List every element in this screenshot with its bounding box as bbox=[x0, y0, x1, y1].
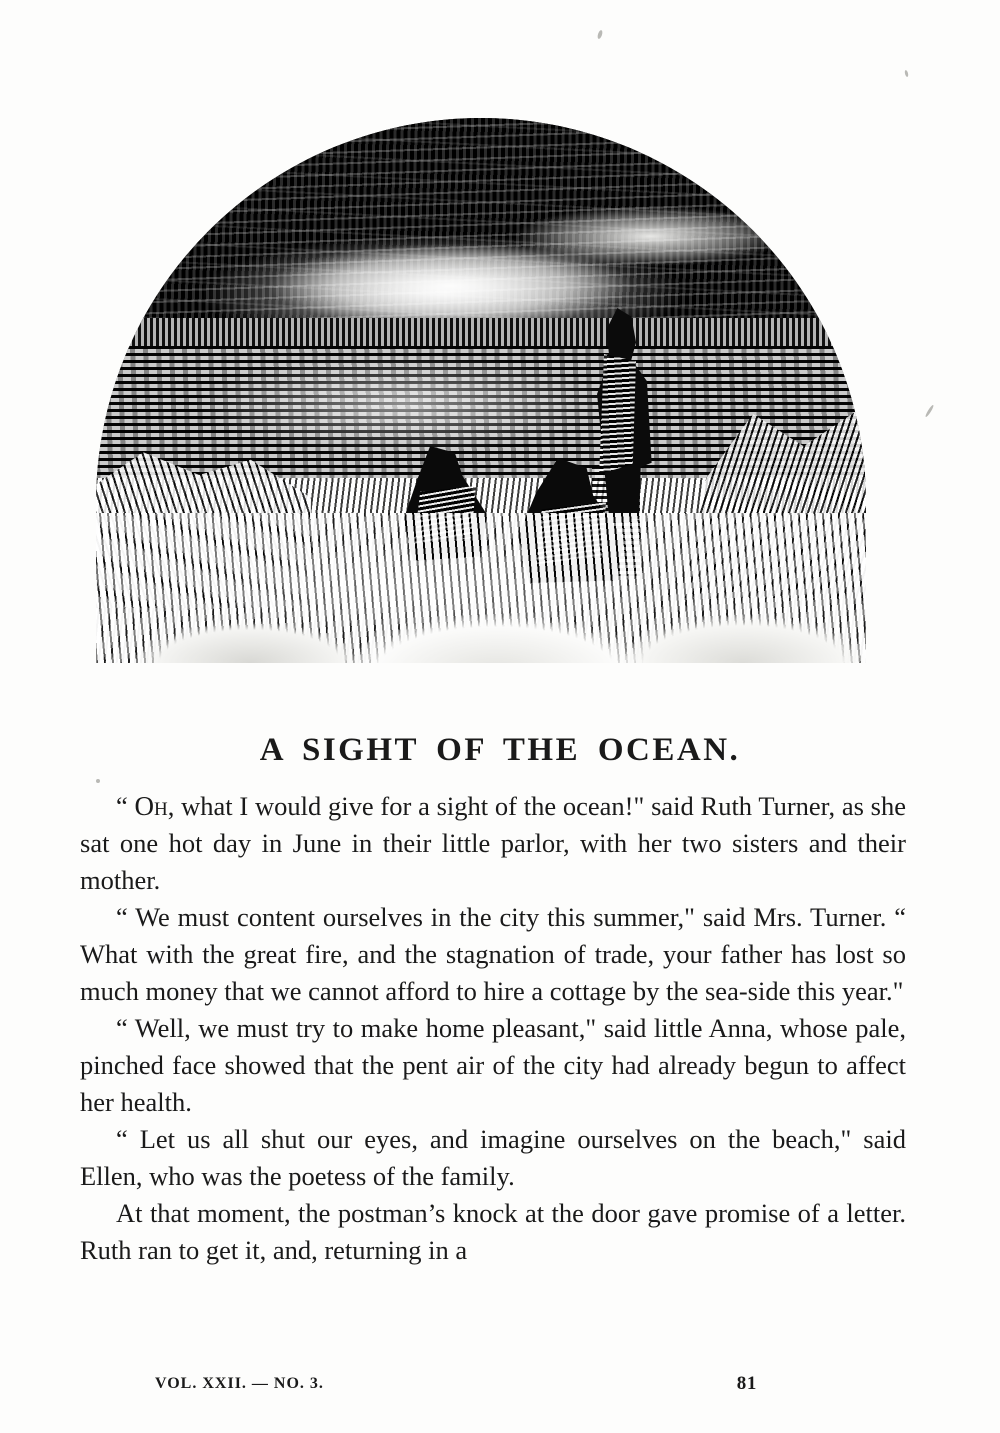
paragraph-4: “ Let us all shut our eyes, and imagine ourselves on the beach," said Ellen, who was the poetess of the family. bbox=[80, 1124, 906, 1191]
paper-speck bbox=[96, 779, 100, 783]
paragraph-5: At that moment, the postman’s knock at the door gave promise of a letter. Ruth ran to get it, and, returning in a bbox=[80, 1198, 906, 1265]
volume-issue-label: VOL. XXII. — NO. 3. bbox=[155, 1375, 324, 1392]
ocean-shore-engraving bbox=[96, 118, 866, 663]
illustration-frame bbox=[96, 118, 866, 663]
page-title: A SIGHT OF THE OCEAN. bbox=[259, 732, 741, 769]
paragraph-1 bbox=[80, 788, 906, 899]
article-body bbox=[80, 788, 906, 1269]
paper-speck bbox=[904, 70, 909, 78]
paragraph-lead-word: Oh bbox=[134, 791, 168, 821]
paper-speck bbox=[597, 30, 604, 40]
paragraph-3: “ Well, we must try to make home pleasant," said little Anna, whose pale, pinched face showed that the pent air of the city had already begun to affect her health. bbox=[80, 1013, 906, 1117]
page-footer bbox=[80, 1375, 920, 1399]
paragraph-2: “ We must content ourselves in the city this summer," said Mrs. Turner. “ What with the great fire, and the stagnation of trade, your father has lost so much money that we cannot afford to hire a cottage by the sea-side this year." bbox=[80, 902, 906, 1006]
sky-glow bbox=[204, 236, 681, 331]
paragraph-text: , what I would give for a sight of the ocean!" said Ruth Turner, as she sat one hot day in June in their little parlor, with her two sisters and their mother. bbox=[80, 791, 906, 895]
page-number: 81 bbox=[736, 1373, 757, 1394]
paragraph-open-quote: “ bbox=[116, 791, 135, 821]
paper-speck bbox=[925, 404, 935, 417]
foreground-boulders bbox=[96, 513, 866, 663]
